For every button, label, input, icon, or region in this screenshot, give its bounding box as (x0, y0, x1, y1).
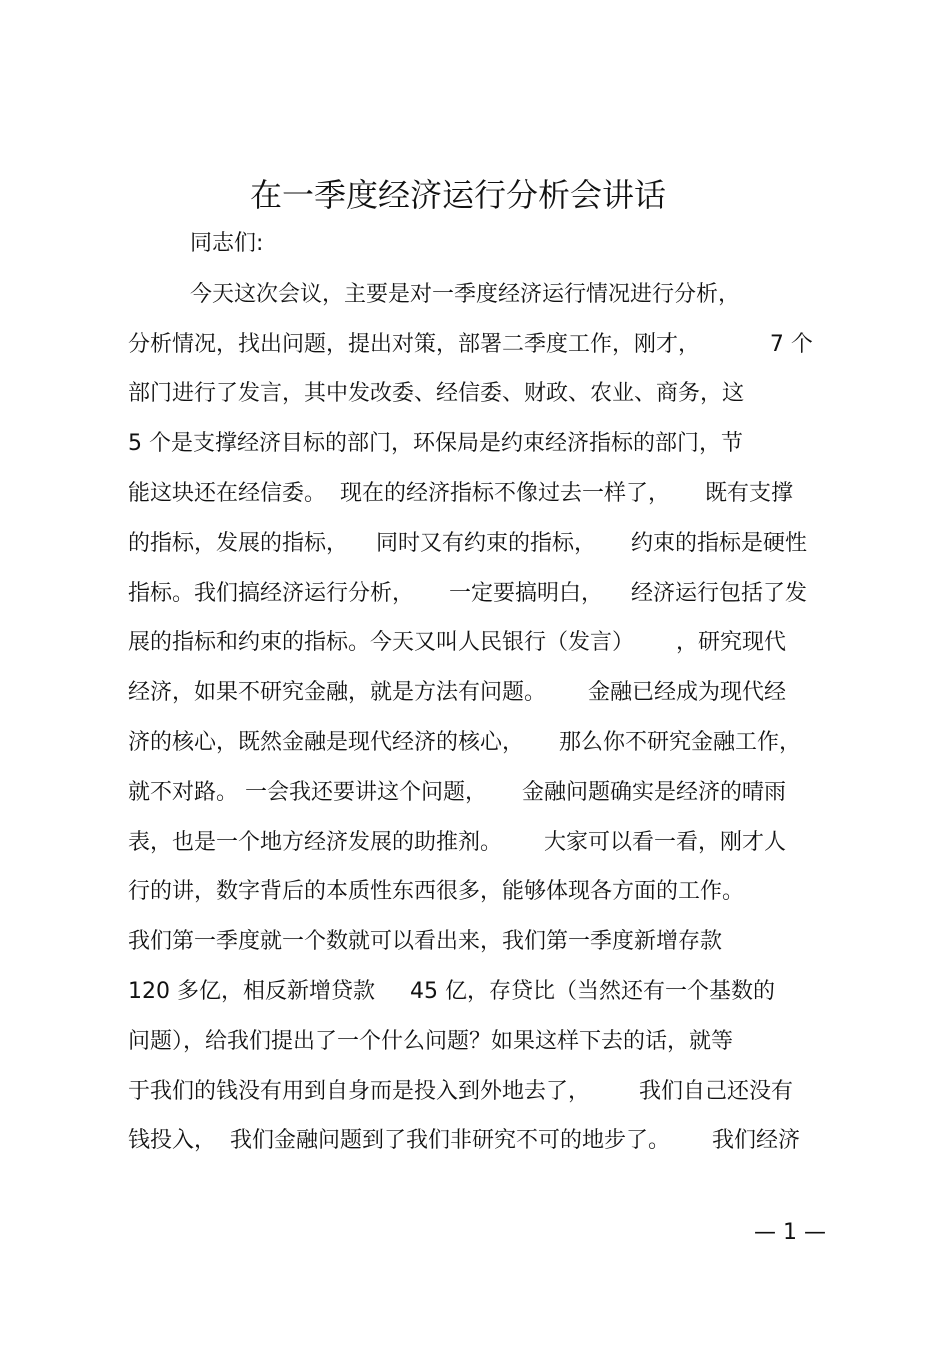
body-line: 表，也是一个地方经济发展的助推剂。 大家可以看一看，刚才人 (128, 830, 786, 855)
body-line: 我们第一季度就一个数就可以看出来，我们第一季度新增存款 (128, 929, 723, 954)
body-line: 指标。我们搞经济运行分析， 一定要搞明白， 经济运行包括了发 (128, 581, 807, 606)
body-line: 展的指标和约束的指标。今天又叫人民银行（发言） ，研究现代 (128, 630, 786, 655)
page-number: — 1 — (754, 1220, 826, 1245)
body-line: 于我们的钱没有用到自身而是投入到外地去了， 我们自己还没有 (128, 1079, 793, 1104)
body-line: 今天这次会议，主要是对一季度经济运行情况进行分析， (190, 282, 741, 307)
body-line: 5 个是支撑经济目标的部门，环保局是约束经济指标的部门，节 (128, 431, 743, 456)
body-line: 部门进行了发言，其中发改委、经信委、财政、农业、商务，这 (128, 381, 745, 406)
body-line: 就不对路。 一会我还要讲这个问题， 金融问题确实是经济的晴雨 (128, 780, 786, 805)
body-line: 济的核心，既然金融是现代经济的核心， 那么你不研究金融工作， (128, 730, 801, 755)
body-line: 的指标，发展的指标， 同时又有约束的指标， 约束的指标是硬性 (128, 531, 807, 556)
body-line: 行的讲，数字背后的本质性东西很多，能够体现各方面的工作。 (128, 879, 745, 904)
body-line: 120 多亿，相反新增贷款 45 亿，存贷比（当然还有一个基数的 (128, 979, 775, 1004)
body-line: 问题），给我们提出了一个什么问题？如果这样下去的话，就等 (128, 1029, 734, 1054)
document-title: 在一季度经济运行分析会讲话 (249, 176, 666, 214)
body-line: 分析情况，找出问题，提出对策，部署二季度工作，刚才， 7 个 (128, 332, 813, 357)
body-line: 能这块还在经信委。 现在的经济指标不像过去一样了， 既有支撑 (128, 481, 793, 506)
body-line: 经济，如果不研究金融，就是方法有问题。 金融已经成为现代经 (128, 680, 786, 705)
salutation: 同志们: (190, 231, 264, 256)
body-line: 钱投入， 我们金融问题到了我们非研究不可的地步了。 我们经济 (128, 1128, 800, 1153)
